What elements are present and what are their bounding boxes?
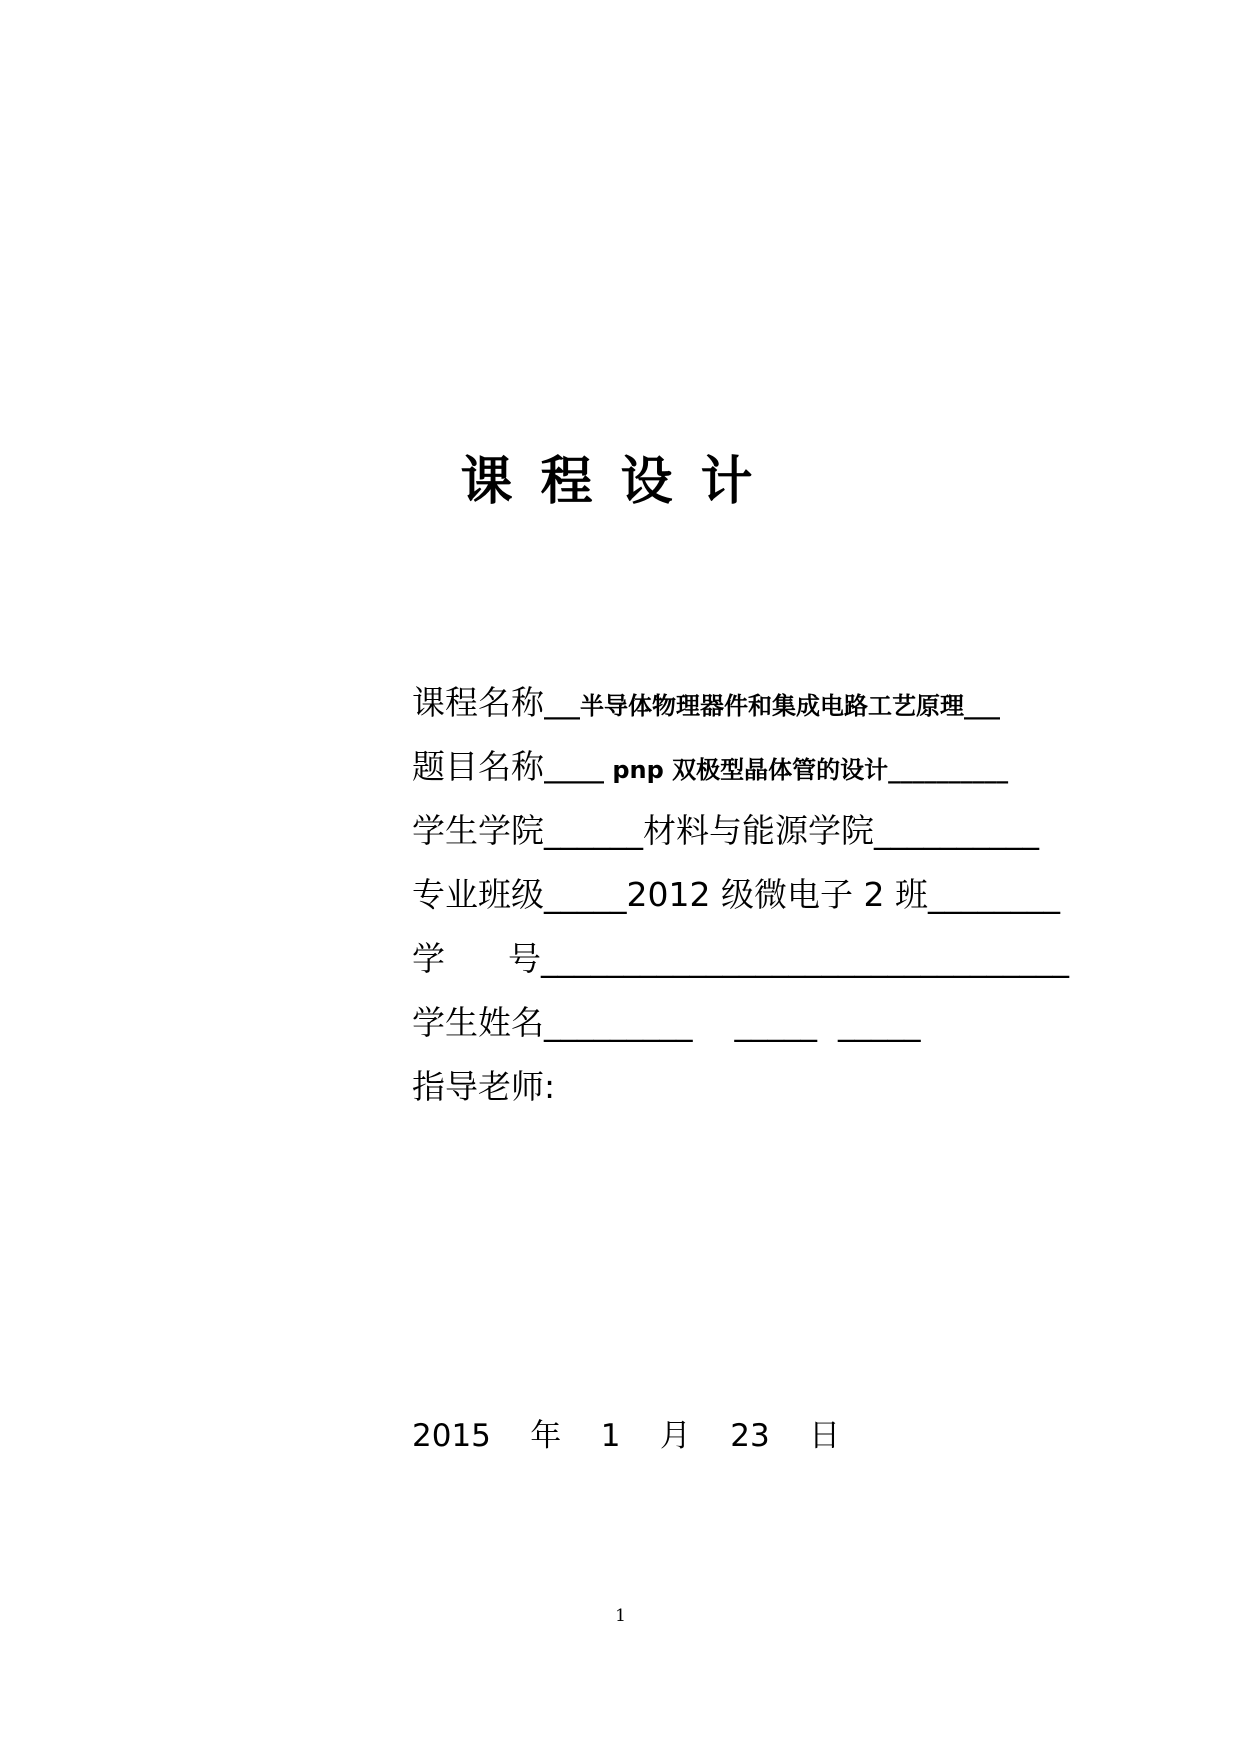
course-name-value: ___半导体物理器件和集成电路工艺原理___ <box>544 692 1000 720</box>
student-name-value: _________ _____ _____ <box>544 1003 921 1042</box>
major-class-field <box>412 873 1060 917</box>
student-name-field <box>412 1001 920 1045</box>
advisor-value: : <box>544 1067 556 1106</box>
course-name-label: 课程名称 <box>412 683 544 722</box>
advisor-field <box>412 1065 555 1109</box>
major-class-label: 专业班级 <box>412 875 544 914</box>
student-id-field <box>412 937 1069 981</box>
college-value: ______材料与能源学院__________ <box>544 811 1039 850</box>
course-name-field <box>412 681 1000 728</box>
document-title: 课程设计 <box>460 452 781 512</box>
topic-name-value: _____ pnp 双极型晶体管的设计__________ <box>544 756 1009 784</box>
college-label: 学生学院 <box>412 811 544 850</box>
advisor-label: 指导老师 <box>412 1067 544 1106</box>
topic-name-label: 题目名称 <box>412 747 544 786</box>
student-name-label: 学生姓名 <box>412 1003 544 1042</box>
student-id-value: ________________________________ <box>540 939 1069 978</box>
topic-name-field <box>412 745 1008 792</box>
date-line: 2015 年 1 月 23 日 <box>412 1418 841 1454</box>
page-number: 1 <box>615 1606 626 1626</box>
major-class-value: _____2012 级微电子 2 班________ <box>544 875 1060 914</box>
college-field <box>412 809 1039 853</box>
student-id-label: 学 号 <box>412 939 541 978</box>
